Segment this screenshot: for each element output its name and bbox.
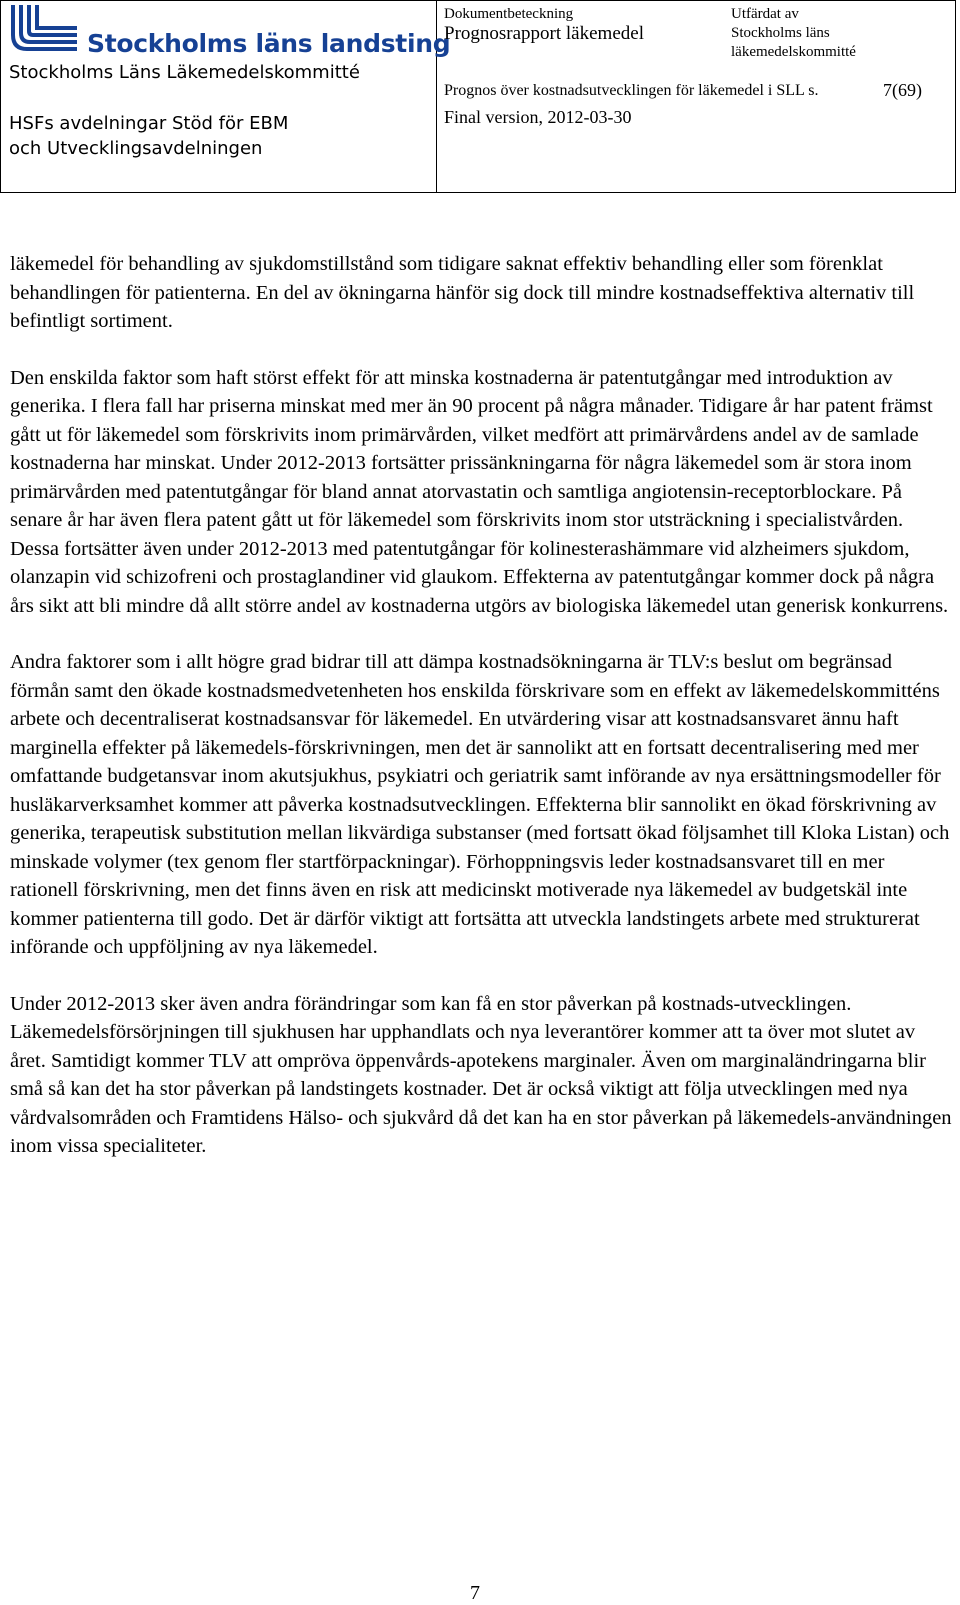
page-number: 7 xyxy=(470,1582,480,1604)
department-line-2: och Utvecklingsavdelningen xyxy=(9,138,263,159)
org-name: Stockholms läns landsting xyxy=(87,29,451,58)
doc-designation-cell xyxy=(437,1,737,61)
document-header xyxy=(0,0,956,193)
report-subtitle: Prognos över kostnadsutvecklingen för läkemedel i SLL s. xyxy=(444,82,819,99)
issued-by xyxy=(731,5,856,62)
sll-logo xyxy=(7,1,451,61)
issued-label: Utfärdat av xyxy=(731,6,799,22)
issued-line-1: Stockholms läns xyxy=(731,25,830,41)
issued-line-2: läkemedelskommitté xyxy=(731,44,856,60)
version-date: Final version, 2012-03-30 xyxy=(444,107,632,127)
page-of-total: 7(69) xyxy=(883,80,922,100)
paragraph-1: läkemedel för behandling av sjukdomstillstånd som tidigare saknat effektiv behandling eller som förenklat behandlingen för patienterna. En del av ökningarna hänför sig dock till mindre kostnadseffektiva alternativ till befintligt sortiment. xyxy=(10,253,915,332)
doc-label: Dokumentbeteckning xyxy=(444,6,574,22)
sll-logo-icon xyxy=(7,1,85,59)
header-left-cell xyxy=(1,1,451,192)
committee-name: Stockholms Läns Läkemedelskommitté xyxy=(9,62,360,83)
department-line-1: HSFs avdelningar Stöd för EBM xyxy=(9,113,289,134)
doc-value: Prognosrapport läkemedel xyxy=(444,23,644,44)
paragraph-3: Andra faktorer som i allt högre grad bidrar till att dämpa kostnadsökningarna är TLV:s beslut om begränsad förmån samt den ökade kostnadsmedvetenheten hos enskilda förskrivare som en effekt av läkemedelskommitténs arbete och decentraliserat kostnadsansvar för läkemedel. En utvärdering visar att kostnadsansvaret ännu haft marginella effekter på läkemedels-förskrivningen, men det är sannolikt att en fortsatt decentralisering med mer omfattande budgetansvar inom akutsjukhus, psykiatri och geriatrik samt införande av nya ersättningsmodeller för husläkarverksamhet kommer att påverka kostnadsutvecklingen. Effekterna blir sannolikt en ökad förskrivning av generika, terapeutisk substitution mellan likvärdiga substanser (med fortsatt ökad följsamhet till Kloka Listan) och minskade volymer (tex genom fler startförpackningar). Förhoppningsvis leder kostnadsansvaret till en mer rationell förskrivning, men det finns även en risk att medicinskt motiverade nya läkemedel av budgetskäl inte kommer patienterna till godo. Det är därför viktigt att fortsätta att utveckla landstingets arbete med strukturerat införande och uppföljning av nya läkemedel. xyxy=(10,651,950,958)
department xyxy=(9,111,288,161)
issued-by-cell xyxy=(731,1,957,61)
paragraph-2: Den enskilda faktor som haft störst effekt för att minska kostnaderna är patentutgångar med introduktion av generika. I flera fall har priserna minskat med mer än 90 procent på några månader. Tidigare år har patent främst gått ut för läkemedel som förskrivits inom primärvården, vilket medfört att primärvårdens andel av de samlade kostnaderna har minskat. Under 2012-2013 fortsätter prissänkningarna för några läkemedel som är stora inom primärvården med patentutgångar för bland annat atorvastatin och samtliga angiotensin-receptorblockare. På senare år har även flera patent gått ut för läkemedel som förskrivits inom stor utsträckning i specialistvården. Dessa fortsätter även under 2012-2013 med patentutgångar för kolinesterashämmare vid alzheimers sjukdom, olanzapin vid schizofreni och prostaglandiner vid glaukom. Effekterna av patentutgångar kommer dock på några års sikt att bli mindre då allt större andel av kostnaderna utgörs av biologiska läkemedel utan generisk konkurrens. xyxy=(10,366,949,617)
paragraph-4: Under 2012-2013 sker även andra förändringar som kan få en stor påverkan på kostnads-utvecklingen. Läkemedelsförsörjningen till sjukhusen har upphandlats och nya leverantörer kommer att ta över mot slutet av året. Samtidigt kommer TLV att ompröva öppenvårds-apotekens marginaler. Även om marginaländringarna blir små så kan det ha stor påverkan på landstingets kostnader. Det är också viktigt att följa utvecklingen med nya vårdvalsområden och Framtidens Hälso- och sjukvård då det kan ha en stor påverkan på läkemedels-användningen inom vissa specialiteter. xyxy=(10,992,952,1157)
body-text xyxy=(10,250,955,1189)
